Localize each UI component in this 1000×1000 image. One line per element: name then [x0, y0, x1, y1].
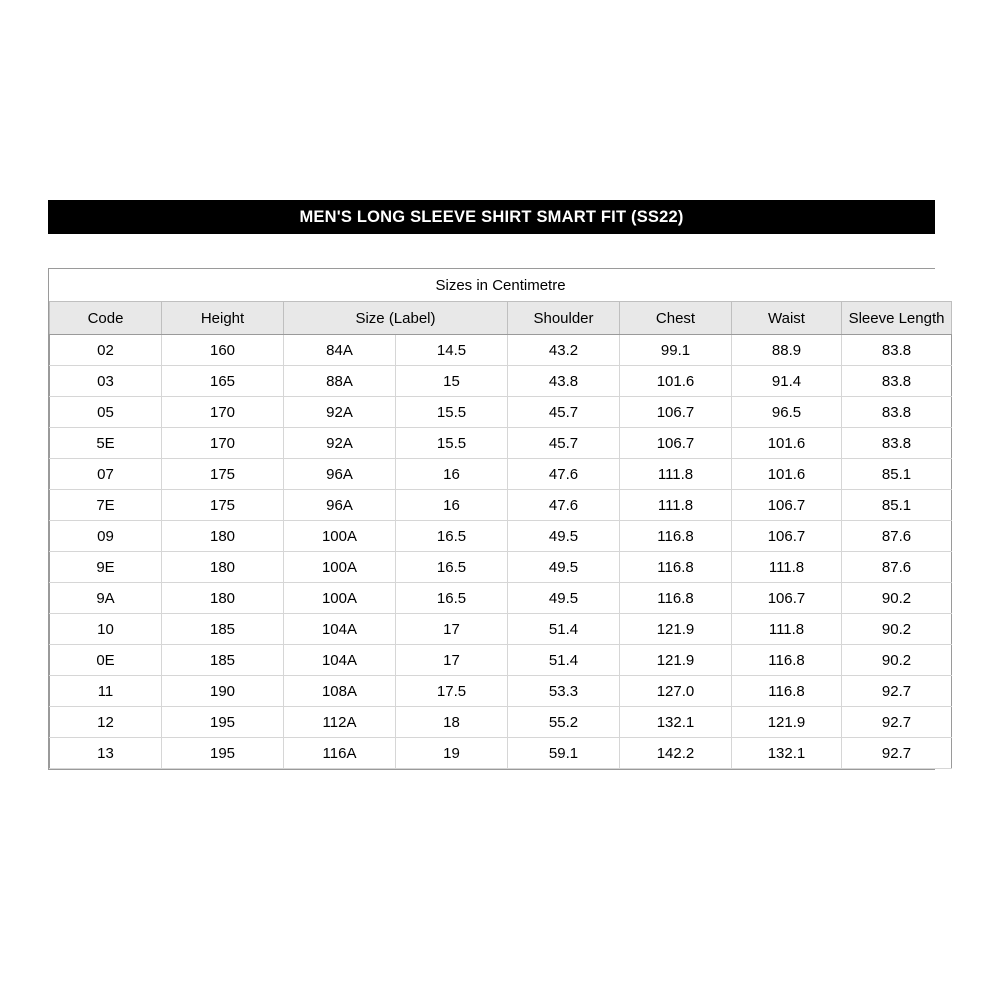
- table-cell: 96A: [284, 459, 396, 490]
- table-cell: 121.9: [620, 645, 732, 676]
- column-header-shoulder: Shoulder: [508, 302, 620, 335]
- table-cell: 15.5: [396, 428, 508, 459]
- table-cell: 92.7: [842, 707, 952, 738]
- table-cell: 170: [162, 428, 284, 459]
- table-cell: 15: [396, 366, 508, 397]
- table-cell: 12: [50, 707, 162, 738]
- table-row: [50, 428, 952, 459]
- table-row: [50, 335, 952, 366]
- table-cell: 7E: [50, 490, 162, 521]
- table-cell: 180: [162, 521, 284, 552]
- table-cell: 106.7: [732, 583, 842, 614]
- table-cell: 111.8: [732, 614, 842, 645]
- table-cell: 111.8: [732, 552, 842, 583]
- table-row: [50, 521, 952, 552]
- table-cell: 127.0: [620, 676, 732, 707]
- table-cell: 53.3: [508, 676, 620, 707]
- table-cell: 02: [50, 335, 162, 366]
- size-table-container: [48, 268, 945, 770]
- table-row: [50, 490, 952, 521]
- table-row: [50, 707, 952, 738]
- table-cell: 180: [162, 552, 284, 583]
- table-cell: 132.1: [732, 738, 842, 769]
- table-cell: 142.2: [620, 738, 732, 769]
- table-cell: 10: [50, 614, 162, 645]
- table-cell: 99.1: [620, 335, 732, 366]
- table-cell: 51.4: [508, 614, 620, 645]
- table-cell: 96A: [284, 490, 396, 521]
- column-header-sleeve-length: Sleeve Length: [842, 302, 952, 335]
- table-cell: 116.8: [620, 521, 732, 552]
- table-cell: 17.5: [396, 676, 508, 707]
- table-cell: 101.6: [620, 366, 732, 397]
- table-cell: 92A: [284, 397, 396, 428]
- table-cell: 106.7: [620, 428, 732, 459]
- table-cell: 85.1: [842, 459, 952, 490]
- table-cell: 47.6: [508, 459, 620, 490]
- table-cell: 84A: [284, 335, 396, 366]
- table-cell: 88A: [284, 366, 396, 397]
- table-cell: 13: [50, 738, 162, 769]
- table-cell: 49.5: [508, 552, 620, 583]
- table-header-row: [50, 302, 952, 335]
- table-row: [50, 583, 952, 614]
- table-cell: 16.5: [396, 583, 508, 614]
- table-cell: 16.5: [396, 552, 508, 583]
- table-cell: 83.8: [842, 397, 952, 428]
- table-row: [50, 738, 952, 769]
- table-cell: 106.7: [732, 490, 842, 521]
- table-cell: 121.9: [732, 707, 842, 738]
- table-row: [50, 459, 952, 490]
- table-cell: 116A: [284, 738, 396, 769]
- table-cell: 51.4: [508, 645, 620, 676]
- table-cell: 9A: [50, 583, 162, 614]
- table-cell: 07: [50, 459, 162, 490]
- table-cell: 180: [162, 583, 284, 614]
- table-cell: 108A: [284, 676, 396, 707]
- table-cell: 106.7: [732, 521, 842, 552]
- table-cell: 87.6: [842, 521, 952, 552]
- table-cell: 104A: [284, 614, 396, 645]
- table-cell: 101.6: [732, 459, 842, 490]
- table-cell: 195: [162, 707, 284, 738]
- table-cell: 92.7: [842, 676, 952, 707]
- units-note-row: [50, 269, 952, 302]
- table-cell: 5E: [50, 428, 162, 459]
- table-cell: 88.9: [732, 335, 842, 366]
- table-cell: 195: [162, 738, 284, 769]
- table-cell: 87.6: [842, 552, 952, 583]
- table-cell: 14.5: [396, 335, 508, 366]
- table-cell: 49.5: [508, 583, 620, 614]
- table-cell: 0E: [50, 645, 162, 676]
- table-cell: 104A: [284, 645, 396, 676]
- table-row: [50, 397, 952, 428]
- table-cell: 59.1: [508, 738, 620, 769]
- table-cell: 17: [396, 645, 508, 676]
- table-cell: 185: [162, 645, 284, 676]
- table-cell: 190: [162, 676, 284, 707]
- table-row: [50, 645, 952, 676]
- table-cell: 111.8: [620, 490, 732, 521]
- column-header-code: Code: [50, 302, 162, 335]
- table-cell: 43.8: [508, 366, 620, 397]
- column-header-size-label: Size (Label): [284, 302, 508, 335]
- table-cell: 11: [50, 676, 162, 707]
- table-cell: 43.2: [508, 335, 620, 366]
- table-cell: 116.8: [620, 583, 732, 614]
- table-cell: 101.6: [732, 428, 842, 459]
- table-cell: 116.8: [732, 676, 842, 707]
- table-row: [50, 552, 952, 583]
- table-cell: 09: [50, 521, 162, 552]
- table-cell: 55.2: [508, 707, 620, 738]
- units-note: Sizes in Centimetre: [50, 269, 952, 302]
- table-cell: 90.2: [842, 583, 952, 614]
- table-cell: 05: [50, 397, 162, 428]
- chart-title-bar: [48, 200, 935, 234]
- table-cell: 83.8: [842, 335, 952, 366]
- table-cell: 112A: [284, 707, 396, 738]
- column-header-height: Height: [162, 302, 284, 335]
- table-cell: 9E: [50, 552, 162, 583]
- table-cell: 132.1: [620, 707, 732, 738]
- table-cell: 100A: [284, 521, 396, 552]
- page-title: MEN'S LONG SLEEVE SHIRT SMART FIT (SS22): [299, 207, 684, 226]
- table-cell: 121.9: [620, 614, 732, 645]
- table-cell: 83.8: [842, 366, 952, 397]
- table-row: [50, 614, 952, 645]
- column-header-chest: Chest: [620, 302, 732, 335]
- table-cell: 85.1: [842, 490, 952, 521]
- size-table: [49, 269, 952, 769]
- table-cell: 160: [162, 335, 284, 366]
- table-cell: 96.5: [732, 397, 842, 428]
- table-cell: 165: [162, 366, 284, 397]
- table-cell: 49.5: [508, 521, 620, 552]
- table-cell: 91.4: [732, 366, 842, 397]
- table-cell: 15.5: [396, 397, 508, 428]
- table-cell: 170: [162, 397, 284, 428]
- table-cell: 100A: [284, 552, 396, 583]
- table-row: [50, 366, 952, 397]
- table-cell: 16: [396, 459, 508, 490]
- table-cell: 116.8: [620, 552, 732, 583]
- table-cell: 45.7: [508, 428, 620, 459]
- column-header-waist: Waist: [732, 302, 842, 335]
- table-cell: 17: [396, 614, 508, 645]
- table-cell: 92.7: [842, 738, 952, 769]
- table-cell: 45.7: [508, 397, 620, 428]
- table-cell: 47.6: [508, 490, 620, 521]
- table-cell: 92A: [284, 428, 396, 459]
- table-cell: 116.8: [732, 645, 842, 676]
- table-cell: 100A: [284, 583, 396, 614]
- table-cell: 175: [162, 459, 284, 490]
- table-cell: 83.8: [842, 428, 952, 459]
- table-cell: 16: [396, 490, 508, 521]
- table-cell: 18: [396, 707, 508, 738]
- table-cell: 106.7: [620, 397, 732, 428]
- table-cell: 90.2: [842, 645, 952, 676]
- table-cell: 90.2: [842, 614, 952, 645]
- table-cell: 03: [50, 366, 162, 397]
- table-cell: 111.8: [620, 459, 732, 490]
- table-row: [50, 676, 952, 707]
- size-chart-sheet: [48, 200, 945, 770]
- table-cell: 16.5: [396, 521, 508, 552]
- table-cell: 175: [162, 490, 284, 521]
- table-cell: 185: [162, 614, 284, 645]
- table-cell: 19: [396, 738, 508, 769]
